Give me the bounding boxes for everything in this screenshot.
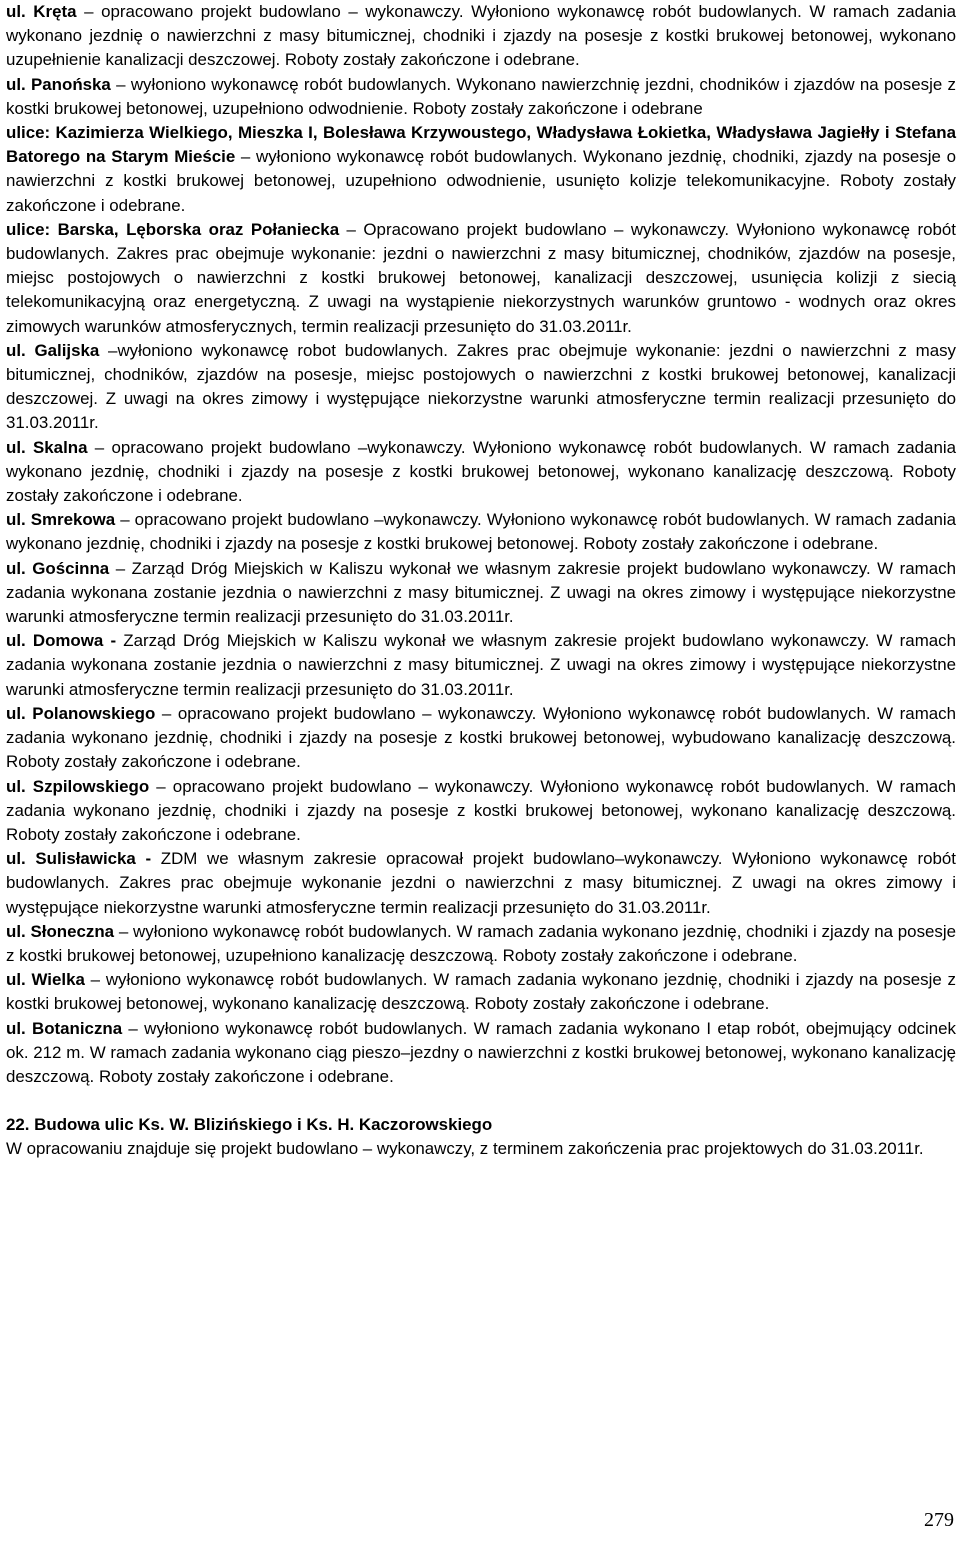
street-paragraph (6, 73, 956, 121)
street-description: – opracowano projekt budowlano – wykonawczy. Wyłoniono wykonawcę robót budowlanych. W ramach zadania wykonano jezdnię, chodniki i zjazdy na posesje z kostki brukowej betonowej, wykonano kanalizację deszczową. Roboty zostały zakończone i odebrane. (6, 776, 957, 844)
street-name: ul. Gościnna (6, 558, 110, 578)
street-description: – wyłoniono wykonawcę robót budowlanych. Wykonano nawierzchnię jezdni, chodników i zjazdów na posesje z kostki brukowej betonowej, uzupełniono odwodnienie. Roboty zostały zakończone i odebrane (6, 74, 956, 118)
street-description: – wyłoniono wykonawcę robót budowlanych. W ramach zadania wykonano jezdnię, chodniki i zjazdy na posesje z kostki brukowej betonowej, wykonano kanalizację deszczową. Roboty zostały zakończone i odebrane. (6, 970, 956, 1014)
street-paragraph (6, 339, 956, 436)
street-paragraph (6, 920, 956, 968)
street-paragraph (6, 557, 956, 630)
street-name: ul. Wielka (6, 970, 85, 990)
street-description: –wyłoniono wykonawcę robot budowlanych. Zakres prac obejmuje wykonanie: jezdni o nawierzchni z masy bitumicznej, chodników, zjazdów na posesje, miejsc postojowych o nawierzchni z kostki brukowej betonowej, kanalizacji deszczowej. Z uwagi na okres zimowy i występujące niekorzystne warunki atmosferyczne termin realizacji przesunięto do 31.03.2011r. (6, 340, 957, 433)
street-paragraph (6, 968, 956, 1016)
street-name: ulice: Barska, Lęborska oraz Połaniecka (6, 219, 340, 239)
street-description: ZDM we własnym zakresie opracował projekt budowlano–wykonawczy. Wyłoniono wykonawcę robót budowlanych. Zakres prac obejmuje wykonanie jezdni o nawierzchni z masy bitumicznej. Z uwagi na okres zimowy i występujące niekorzystne warunki atmosferyczne termin realizacji przesunięto do 31.03.2011r. (6, 849, 956, 917)
street-name: ul. Słoneczna (6, 921, 115, 941)
document-page (6, 0, 956, 1162)
street-description: – Zarząd Dróg Miejskich w Kaliszu wykonał we własnym zakresie projekt budowlano wykonawczy. W ramach zadania wykonana zostanie jezdnia o nawierzchni z masy bitumicznej. Z uwagi na okres zimowy i występujące niekorzystne warunki atmosferyczne termin realizacji przesunięto do 31.03.2011r. (6, 558, 956, 627)
street-name: ul. Polanowskiego (6, 703, 156, 723)
street-name: ul. Skalna (6, 437, 88, 457)
street-paragraph (6, 847, 956, 920)
street-description: – opracowano projekt budowlano –wykonawczy. Wyłoniono wykonawcę robót budowlanych. W ramach zadania wykonano jezdnię, chodniki i zjazdy na posesje z kostki brukowej betonowej, wykonano kanalizację deszczową. Roboty zostały zakończone i odebrane. (6, 437, 956, 506)
street-name: ulice: Kazimierza Wielkiego, Mieszka I, Bolesława Krzywoustego, Władysława Łokietka, Władysława Jagiełły i Stefana Batorego na Starym Mieście (6, 123, 956, 167)
street-name: ul. Galijska (6, 340, 100, 360)
spacer (6, 1089, 956, 1113)
page-number: 279 (924, 1509, 954, 1531)
street-name: ul. Domowa - (6, 631, 117, 651)
street-paragraph (6, 0, 956, 73)
street-name: ul. Botaniczna (6, 1018, 123, 1038)
street-paragraph (6, 436, 956, 509)
street-description: – wyłoniono wykonawcę robót budowlanych. Wykonano jezdnię, chodniki, zjazdy na posesje o nawierzchni z kostki brukowej betonowej, uzupełniono odwodnienie, usunięto kolizje telekomunikacyjne. Roboty zostały zakończone i odebrane. (6, 147, 956, 215)
street-description: – wyłoniono wykonawcę robót budowlanych. W ramach zadania wykonano jezdnię, chodniki i zjazdy na posesje z kostki brukowej betonowej, uzupełniono kanalizację deszczową. Roboty zostały zakończone i odebrane. (6, 921, 956, 965)
street-description: – Opracowano projekt budowlano – wykonawczy. Wyłoniono wykonawcę robót budowlanych. Zakres prac obejmuje wykonanie: jezdni o nawierzchni z masy bitumicznej, chodników, zjazdów na posesje, miejsc postojowych o nawierzchni z kostki brukowej betonowej, kanalizacji deszczowej, usunięcia kolizji z siecią telekomunikacyjną oraz energetyczną. Z uwagi na wystąpienie niekorzystnych warunków gruntowo - wodnych oraz okres zimowych warunków atmosferycznych, termin realizacji przesunięto do 31.03.2011r. (6, 219, 956, 336)
street-description: – opracowano projekt budowlano – wykonawczy. Wyłoniono wykonawcę robót budowlanych. W ramach zadania wykonano jezdnię o nawierzchni z masy bitumicznej, chodniki i zjazdy na posesje z kostki brukowej betonowej, wykonano uzupełnienie kanalizacji deszczowej. Roboty zostały zakończone i odebrane. (6, 2, 956, 70)
street-name: ul. Sulisławicka - (6, 849, 152, 869)
paragraph-list (6, 0, 956, 1089)
street-description: Zarząd Dróg Miejskich w Kaliszu wykonał we własnym zakresie projekt budowlano wykonawczy. W ramach zadania wykonana zostanie jezdnia o nawierzchni z masy bitumicznej. Z uwagi na okres zimowy i występujące niekorzystne warunki atmosferyczne termin realizacji przesunięto do 31.03.2011r. (6, 631, 956, 699)
street-paragraph (6, 218, 956, 339)
street-description: – wyłoniono wykonawcę robót budowlanych. W ramach zadania wykonano I etap robót, obejmujący odcinek ok. 212 m. W ramach zadania wykonano ciąg pieszo–jezdny o nawierzchni z kostki brukowej betonowej, wykonano kanalizację deszczową. Roboty zostały zakończone i odebrane. (6, 1018, 956, 1086)
street-paragraph (6, 775, 956, 848)
street-paragraph (6, 702, 956, 775)
street-paragraph (6, 1017, 956, 1090)
street-paragraph (6, 629, 956, 702)
section-text: W opracowaniu znajduje się projekt budowlano – wykonawczy, z terminem zakończenia prac projektowych do 31.03.2011r. (6, 1139, 924, 1159)
street-name: ul. Smrekowa (6, 510, 116, 530)
street-description: – opracowano projekt budowlano –wykonawczy. Wyłoniono wykonawcę robót budowlanych. W ramach zadania wykonano jezdnię, chodniki i zjazdy na posesje z kostki brukowej betonowej. Roboty zostały zakończone i odebrane. (6, 510, 957, 554)
street-name: ul. Szpilowskiego (6, 776, 150, 796)
section-title: 22. Budowa ulic Ks. W. Blizińskiego i Ks. H. Kaczorowskiego (6, 1115, 493, 1135)
street-name: ul. Kręta (6, 2, 77, 21)
street-name: ul. Panońska (6, 74, 111, 94)
street-paragraph (6, 508, 956, 556)
street-description: – opracowano projekt budowlano – wykonawczy. Wyłoniono wykonawcę robót budowlanych. W ramach zadania wykonano jezdnię, chodniki i zjazdy na posesje z kostki brukowej betonowej, wybudowano kanalizację deszczową. Roboty zostały zakończone i odebrane. (6, 703, 956, 772)
street-paragraph (6, 121, 956, 218)
